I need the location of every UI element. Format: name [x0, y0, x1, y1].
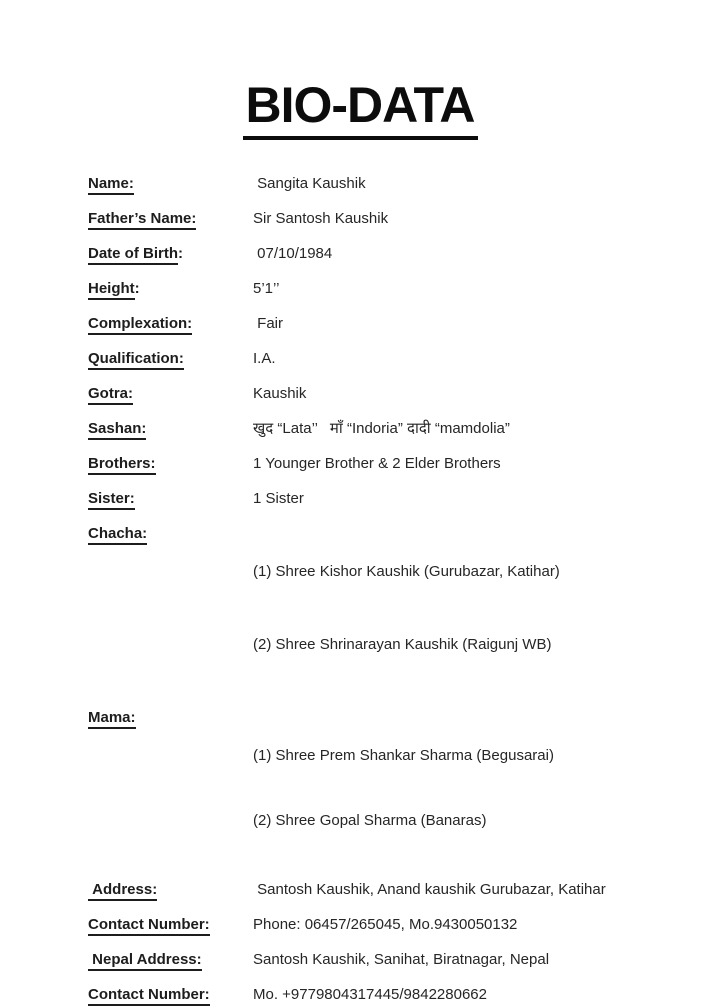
address-value: Santosh Kaushik, Anand kaushik Gurubazar, Katihar	[253, 881, 606, 898]
height-label-suffix: :	[134, 280, 140, 297]
gotra-label-text: Gotra:	[88, 385, 133, 405]
title-section	[0, 0, 720, 140]
row-name	[88, 174, 680, 193]
gotra-label	[88, 384, 253, 403]
sister-label	[88, 489, 253, 508]
contact-number-2-label	[88, 985, 253, 1004]
nepal-address-value: Santosh Kaushik, Sanihat, Biratnagar, Nepal	[253, 951, 550, 968]
chacha-value-line-1: (1) Shree Kishor Kaushik (Gurubazar, Katihar)	[253, 563, 560, 580]
contact-number-1-label	[88, 915, 253, 934]
row-contact-number-1	[88, 915, 680, 934]
mama-label	[88, 708, 253, 727]
date-of-birth-label-text: Date of Birth	[88, 245, 178, 265]
name-label-text: Name:	[88, 175, 134, 195]
row-nepal-address	[88, 950, 680, 969]
contact-number-2-value: Mo. +9779804317445/9842280662	[253, 986, 487, 1003]
date-of-birth-value: 07/10/1984	[253, 245, 333, 262]
name-label	[88, 174, 253, 193]
chacha-value-line-2: (2) Shree Shrinarayan Kaushik (Raigunj WB)	[253, 636, 552, 653]
row-fathers-name	[88, 209, 680, 228]
mama-value-line-1: (1) Shree Prem Shankar Sharma (Begusarai)	[253, 747, 554, 764]
sashan-label-text: Sashan:	[88, 420, 146, 440]
row-sister	[88, 489, 680, 508]
brothers-label	[88, 454, 253, 473]
fathers-name-label-text: Father’s Name:	[88, 210, 196, 230]
fields-list	[88, 174, 680, 1004]
chacha-label	[88, 524, 253, 543]
sashan-label	[88, 419, 253, 438]
mama-value-line-2: (2) Shree Gopal Sharma (Banaras)	[253, 812, 487, 829]
nepal-address-label-text: Nepal Address:	[88, 951, 202, 971]
qualification-value: I.A.	[253, 350, 276, 367]
contact-number-1-value: Phone: 06457/265045, Mo.9430050132	[253, 916, 518, 933]
sashan-value: खुद “Lata’’ माँ “Indoria” दादी “mamdolia”	[253, 420, 510, 437]
address-label-text: Address:	[88, 881, 157, 901]
date-of-birth-label-suffix: :	[178, 245, 183, 262]
chacha-value	[253, 524, 680, 692]
mama-value	[253, 708, 680, 868]
contact-number-1-label-text: Contact Number:	[88, 916, 210, 936]
row-qualification	[88, 349, 680, 368]
fathers-name-value: Sir Santosh Kaushik	[253, 210, 389, 227]
nepal-address-label	[88, 950, 253, 969]
height-value: 5’1’’	[253, 280, 280, 297]
row-mama	[88, 708, 680, 868]
complexation-value: Fair	[253, 315, 284, 332]
address-label	[88, 880, 253, 899]
row-contact-number-2	[88, 985, 680, 1004]
height-label	[88, 279, 253, 298]
gotra-value: Kaushik	[253, 385, 307, 402]
row-gotra	[88, 384, 680, 403]
date-of-birth-label	[88, 244, 253, 263]
row-date-of-birth	[88, 244, 680, 263]
contact-number-2-label-text: Contact Number:	[88, 986, 210, 1006]
fathers-name-label	[88, 209, 253, 228]
mama-label-text: Mama:	[88, 709, 136, 729]
row-brothers	[88, 454, 680, 473]
sister-label-text: Sister:	[88, 490, 135, 510]
name-value: Sangita Kaushik	[253, 175, 366, 192]
page-title: BIO-DATA	[243, 80, 478, 140]
height-label-text: Height	[88, 280, 135, 300]
sister-value: 1 Sister	[253, 490, 304, 507]
row-complexation	[88, 314, 680, 333]
chacha-label-text: Chacha:	[88, 525, 147, 545]
row-height	[88, 279, 680, 298]
row-sashan	[88, 419, 680, 438]
brothers-value: 1 Younger Brother & 2 Elder Brothers	[253, 455, 501, 472]
brothers-label-text: Brothers:	[88, 455, 156, 475]
row-address	[88, 880, 680, 899]
qualification-label-text: Qualification:	[88, 350, 184, 370]
qualification-label	[88, 349, 253, 368]
row-chacha	[88, 524, 680, 692]
complexation-label-text: Complexation:	[88, 315, 192, 335]
complexation-label	[88, 314, 253, 333]
